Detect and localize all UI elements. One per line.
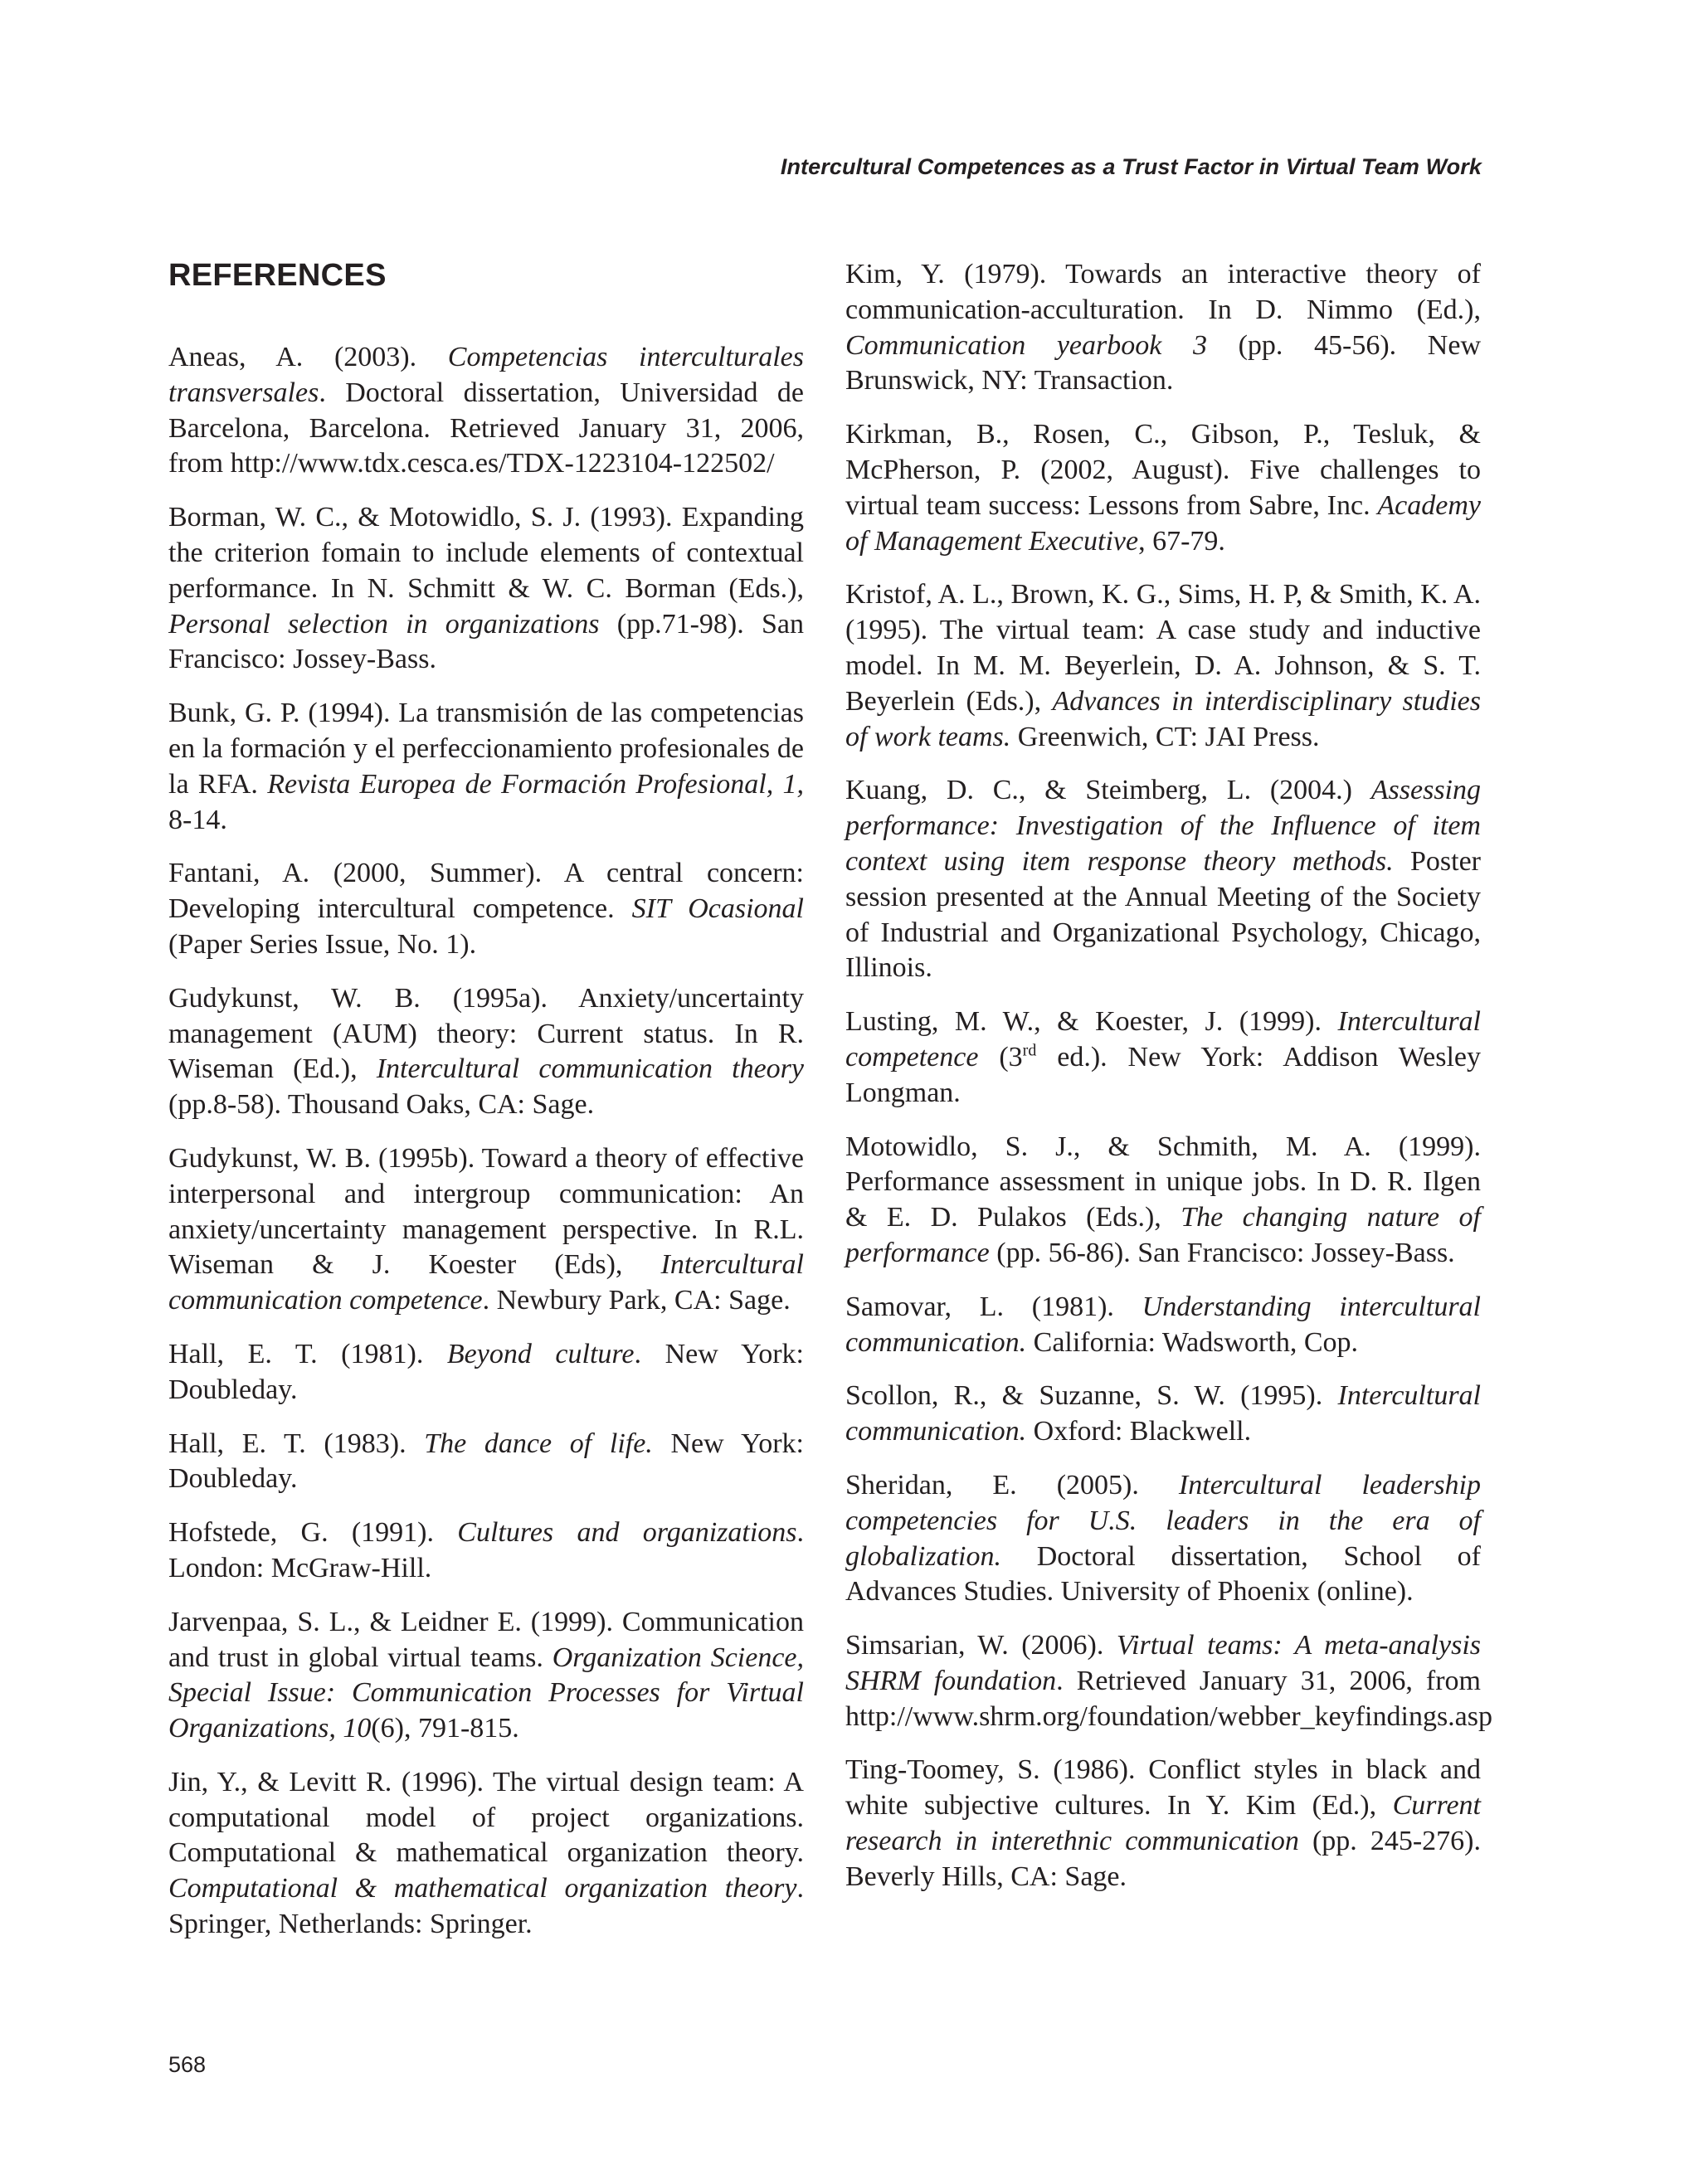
- reference-entry: [168, 1765, 804, 1943]
- reference-entry: [845, 1753, 1481, 1895]
- reference-text: Oxford: Blackwell.: [1026, 1416, 1252, 1447]
- superscript-ordinal: rd: [1022, 1041, 1037, 1060]
- reference-text: Motowidlo, S. J., & Schmith, M. A. (1999). Performance assessment in unique jobs. In D. R. Ilgen & E. D. Pulakos (Eds.),: [845, 1131, 1481, 1233]
- reference-text: Gudykunst, W. B. (1995a). Anxiety/uncertainty management (AUM) theory: Current status. In R. Wiseman (Ed.),: [168, 982, 804, 1085]
- reference-text: (pp. 56-86). San Francisco: Jossey-Bass.: [989, 1237, 1455, 1268]
- references-column-left: [168, 255, 804, 1961]
- references-column-right: [845, 257, 1493, 1914]
- reference-entry: [168, 696, 804, 838]
- reference-entry: [845, 1379, 1481, 1450]
- reference-text: 8-14.: [168, 804, 227, 835]
- reference-text: . Springer, Netherlands: Springer.: [168, 1873, 804, 1940]
- reference-text: Greenwich, CT: JAI Press.: [1010, 721, 1320, 752]
- reference-text: Hall, E. T. (1981).: [168, 1338, 447, 1369]
- reference-title: Understanding intercultural communication.: [845, 1291, 1481, 1358]
- running-head-title: Intercultural Competences as a Trust Factor in Virtual Team Work: [780, 154, 1482, 179]
- reference-text: . Retrieved January 31, 2006, from http://www.shrm.org/foundation/webber_keyfindings.asp: [845, 1665, 1493, 1732]
- reference-text: Hall, E. T. (1983).: [168, 1428, 425, 1459]
- reference-title: Intercultural communication theory: [376, 1053, 804, 1085]
- reference-entry: [168, 1427, 804, 1498]
- reference-text: Samovar, L. (1981).: [845, 1291, 1142, 1322]
- reference-title: SIT Ocasional: [631, 893, 805, 925]
- reference-text: Bunk, G. P. (1994). La transmisión de las competencias en la formación y el perfeccionamiento profesionales de la RFA.: [168, 698, 804, 800]
- reference-text: Aneas, A. (2003).: [168, 342, 448, 372]
- reference-entry: [845, 1004, 1481, 1111]
- reference-title: Assessing performance: Investigation of the Influence of item context using item response theory methods.: [845, 775, 1481, 877]
- reference-text: Ting-Toomey, S. (1986). Conflict styles in black and white subjective cultures. In Y. Kim (Ed.),: [845, 1754, 1481, 1822]
- reference-text: Hofstede, G. (1991).: [168, 1517, 458, 1549]
- reference-text: (pp.8-58). Thousand Oaks, CA: Sage.: [168, 1089, 595, 1121]
- reference-title: Intercultural communication competence: [168, 1249, 804, 1316]
- section-heading: REFERENCES: [168, 258, 387, 293]
- reference-entry: [168, 856, 804, 962]
- reference-text: , 67-79.: [1138, 525, 1225, 557]
- reference-text: (6), 791-815.: [371, 1713, 519, 1744]
- reference-entry: [845, 257, 1481, 399]
- reference-text: Gudykunst, W. B. (1995b). Toward a theory of effective interpersonal and intergroup communication: An anxiety/uncertainty management perspective. In R.L. Wiseman & J. Koester (Eds),: [168, 1142, 804, 1281]
- reference-title: Cultures and organizations: [457, 1517, 797, 1549]
- reference-entry: [845, 1468, 1481, 1610]
- reference-entry: [168, 1605, 804, 1747]
- reference-text: Simsarian, W. (2006).: [845, 1630, 1117, 1661]
- reference-text: (pp. 245-276). Beverly Hills, CA: Sage.: [845, 1826, 1482, 1892]
- page-number: 568: [168, 2052, 207, 2077]
- reference-text: (3: [978, 1041, 1023, 1073]
- reference-text: Lusting, M. W., & Koester, J. (1999).: [845, 1006, 1338, 1038]
- reference-entry: [168, 981, 804, 1123]
- reference-title: Advances in interdisciplinary studies of work teams.: [845, 685, 1481, 752]
- reference-entry: [168, 500, 804, 678]
- reference-entry: [845, 417, 1481, 559]
- reference-text: . Doctoral dissertation, Universidad de Barcelona, Barcelona. Retrieved January 31, 2006, from http://www.tdx.cesca.es/TDX-1223104-122502/: [168, 377, 804, 479]
- reference-text: Fantani, A. (2000, Summer). A central concern: Developing intercultural competence.: [168, 858, 804, 925]
- reference-text: California: Wadsworth, Cop.: [1026, 1326, 1359, 1358]
- reference-title: Virtual teams: A meta-analysis SHRM foundation: [845, 1630, 1481, 1696]
- reference-entry: [845, 577, 1481, 755]
- reference-title: Intercultural leadership competencies for U.S. leaders in the era of globalization.: [845, 1469, 1481, 1572]
- reference-text: Jarvenpaa, S. L., & Leidner E. (1999). Communication and trust in global virtual teams.: [168, 1606, 804, 1673]
- reference-text: Kuang, D. C., & Steimberg, L. (2004.): [845, 775, 1371, 806]
- reference-title: Computational & mathematical organization theory: [168, 1873, 797, 1904]
- reference-text: New York: Doubleday.: [168, 1428, 804, 1495]
- reference-text: (Paper Series Issue, No. 1).: [168, 928, 477, 960]
- reference-entry: [168, 1337, 804, 1408]
- reference-text: (pp. 45-56). New Brunswick, NY: Transaction.: [845, 329, 1481, 396]
- reference-title: Academy of Management Executive: [845, 489, 1481, 557]
- reference-title: Revista Europea de Formación Profesional, 1,: [267, 768, 804, 800]
- reference-title: The dance of life.: [424, 1428, 653, 1459]
- reference-title: Beyond culture: [446, 1338, 635, 1369]
- reference-title: Intercultural competence: [845, 1006, 1481, 1073]
- reference-title: Intercultural communication.: [845, 1380, 1481, 1447]
- reference-text: . Newbury Park, CA: Sage.: [482, 1285, 791, 1316]
- reference-text: Kristof, A. L., Brown, K. G., Sims, H. P, & Smith, K. A. (1995). The virtual team: A case study and inductive model. In M. M. Beyerlein, D. A. Johnson, & S. T. Beyerlein (Eds.),: [845, 579, 1481, 717]
- reference-title: Communication yearbook 3: [845, 329, 1207, 361]
- reference-text: Sheridan, E. (2005).: [845, 1469, 1179, 1501]
- reference-text: Kirkman, B., Rosen, C., Gibson, P., Tesluk, & McPherson, P. (2002, August). Five challenges to virtual team success: Lessons from Sabre, Inc.: [845, 419, 1481, 521]
- reference-title: Competencias interculturales transversales: [168, 342, 804, 408]
- reference-text: (pp.71-98). San Francisco: Jossey-Bass.: [168, 608, 804, 675]
- reference-title: Organization Science, Special Issue: Communication Processes for Virtual Organizations, 10: [168, 1642, 805, 1744]
- reference-entry: [168, 340, 804, 482]
- reference-text: Scollon, R., & Suzanne, S. W. (1995).: [845, 1380, 1338, 1412]
- reference-text: ed.). New York: Addison Wesley Longman.: [845, 1041, 1481, 1108]
- reference-text: Borman, W. C., & Motowidlo, S. J. (1993). Expanding the criterion fomain to include elements of contextual performance. In N. Schmitt & W. C. Borman (Eds.),: [168, 502, 804, 604]
- reference-entry: [845, 1130, 1481, 1272]
- reference-entry: [168, 1141, 804, 1319]
- reference-entry: [168, 1515, 804, 1587]
- reference-entry: [845, 1628, 1493, 1734]
- reference-text: Kim, Y. (1979). Towards an interactive theory of communication-acculturation. In D. Nimmo (Ed.),: [845, 259, 1481, 325]
- reference-text: Jin, Y., & Levitt R. (1996). The virtual design team: A computational model of project organizations. Computational & mathematical organization theory.: [168, 1766, 804, 1869]
- reference-entry: [845, 773, 1481, 986]
- reference-title: Current research in interethnic communication: [845, 1790, 1481, 1857]
- reference-text: . London: McGraw-Hill.: [168, 1517, 804, 1583]
- reference-text: Poster session presented at the Annual Meeting of the Society of Industrial and Organizational Psychology, Chicago, Illinois.: [845, 845, 1481, 984]
- reference-text: Doctoral dissertation, School of Advances Studies. University of Phoenix (online).: [845, 1540, 1481, 1608]
- reference-title: The changing nature of performance: [845, 1202, 1482, 1268]
- reference-text: . New York: Doubleday.: [168, 1338, 804, 1405]
- reference-title: Personal selection in organizations: [168, 608, 600, 640]
- reference-entry: [845, 1290, 1481, 1361]
